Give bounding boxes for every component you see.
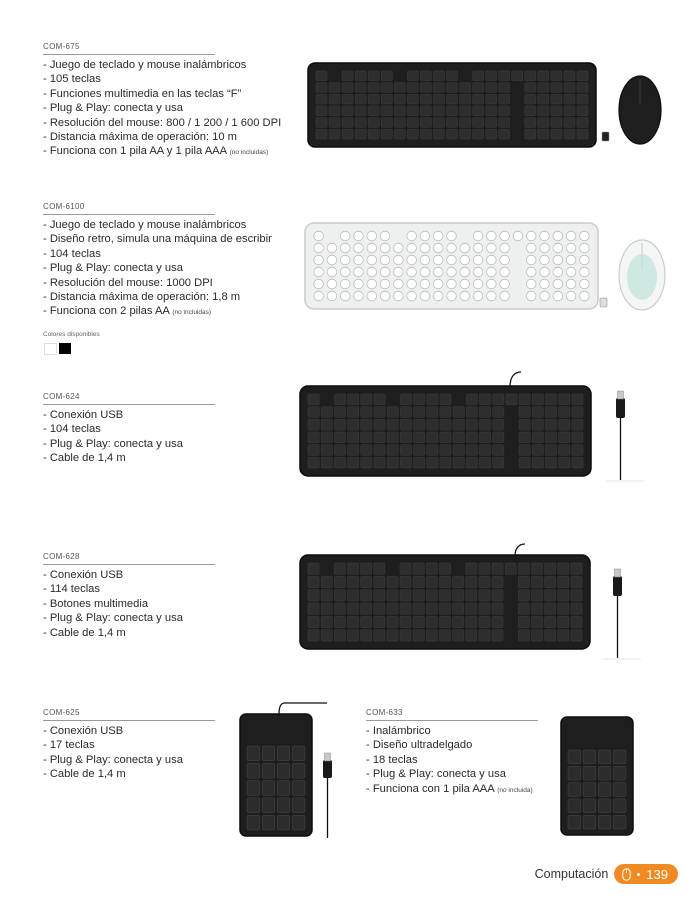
page-badge	[614, 864, 678, 884]
spec-item: - Cable de 1,4 m	[43, 452, 126, 465]
spec-item: - Plug & Play: conecta y usa	[43, 102, 183, 115]
product-code: COM-6100	[43, 202, 215, 215]
spec-item: - Resolución del mouse: 1000 DPI	[43, 276, 213, 289]
spec-item: - Plug & Play: conecta y usa	[43, 753, 183, 766]
product-code: COM-625	[43, 708, 215, 721]
spec-list	[366, 724, 538, 798]
spec-item	[366, 782, 538, 798]
page-number: 139	[646, 866, 668, 882]
product-code: COM-624	[43, 392, 215, 405]
spec-item: - Conexión USB	[43, 569, 124, 581]
product-com625	[43, 708, 215, 782]
spec-item: - Distancia máxima de operación: 10 m	[43, 131, 238, 144]
spec-item: - Funciones multimedia en las teclas “F”	[43, 87, 242, 100]
spec-item: - Plug & Play: conecta y usa	[366, 768, 506, 781]
spec-item: - Conexión USB	[43, 409, 124, 421]
mouse-icon	[622, 868, 631, 881]
product-com624	[43, 392, 215, 466]
product-com628	[43, 552, 215, 640]
spec-item: - Botones multimedia	[43, 597, 149, 610]
spec-item: - Plug & Play: conecta y usa	[43, 262, 183, 275]
colors-label: Colores disponibles	[43, 331, 100, 338]
spec-item: - Diseño retro, simula una máquina de escribir	[43, 233, 272, 246]
spec-item: - 105 teclas	[43, 73, 101, 86]
page-footer	[535, 864, 678, 884]
product-com675	[43, 42, 281, 161]
product-code: COM-628	[43, 552, 215, 565]
spec-item: - 17 teclas	[43, 739, 95, 752]
spec-item: - Cable de 1,4 m	[43, 768, 126, 781]
color-swatch-black	[59, 343, 71, 354]
keyboard-com624-image	[295, 368, 645, 486]
spec-list	[43, 568, 215, 640]
spec-text: - Funciona con 2 pilas AA	[43, 305, 170, 318]
spec-text: - Funciona con 1 pila AA y 1 pila AAA	[43, 145, 227, 158]
spec-list	[43, 724, 215, 782]
section-title: Computación	[534, 867, 609, 881]
spec-item: - Diseño ultradelgado	[366, 739, 473, 752]
spec-list	[43, 58, 281, 161]
keyboard-mouse-com675-image	[300, 55, 670, 155]
spec-item: - Plug & Play: conecta y usa	[43, 612, 183, 625]
spec-item	[43, 304, 272, 320]
spec-item: - 18 teclas	[366, 753, 418, 766]
spec-item: - Inalámbrico	[366, 725, 431, 737]
keypad-com633-image	[555, 712, 640, 840]
spec-text: - Funciona con 1 pila AAA	[366, 782, 495, 795]
spec-item: - Juego de teclado y mouse inalámbricos	[43, 219, 247, 231]
spec-item: - 104 teclas	[43, 247, 101, 260]
spec-item	[43, 144, 281, 160]
spec-list	[43, 218, 272, 321]
spec-note: (no incluidas)	[172, 309, 212, 317]
keypad-com625-image	[235, 700, 345, 842]
spec-item: - Resolución del mouse: 800 / 1 200 / 1 600 DPI	[43, 116, 282, 129]
spec-note: (no incluida)	[497, 786, 533, 794]
color-swatch-white	[44, 343, 57, 355]
spec-item: - Juego de teclado y mouse inalámbricos	[43, 59, 247, 71]
spec-item: - Distancia máxima de operación: 1,8 m	[43, 291, 241, 304]
product-code: COM-633	[366, 708, 538, 721]
keyboard-mouse-com6100-image	[300, 215, 670, 315]
spec-item: - Conexión USB	[43, 725, 124, 737]
product-com633	[366, 708, 538, 798]
spec-item: - 114 teclas	[43, 583, 101, 596]
product-code: COM-675	[43, 42, 215, 55]
product-com6100	[43, 202, 272, 321]
spec-item: - Plug & Play: conecta y usa	[43, 437, 183, 450]
spec-item: - 104 teclas	[43, 423, 101, 436]
spec-list	[43, 408, 215, 466]
spec-note: (no incluidas)	[229, 149, 269, 157]
spec-item: - Cable de 1,4 m	[43, 626, 126, 639]
keyboard-com628-image	[295, 540, 645, 662]
separator-dot	[637, 873, 640, 876]
